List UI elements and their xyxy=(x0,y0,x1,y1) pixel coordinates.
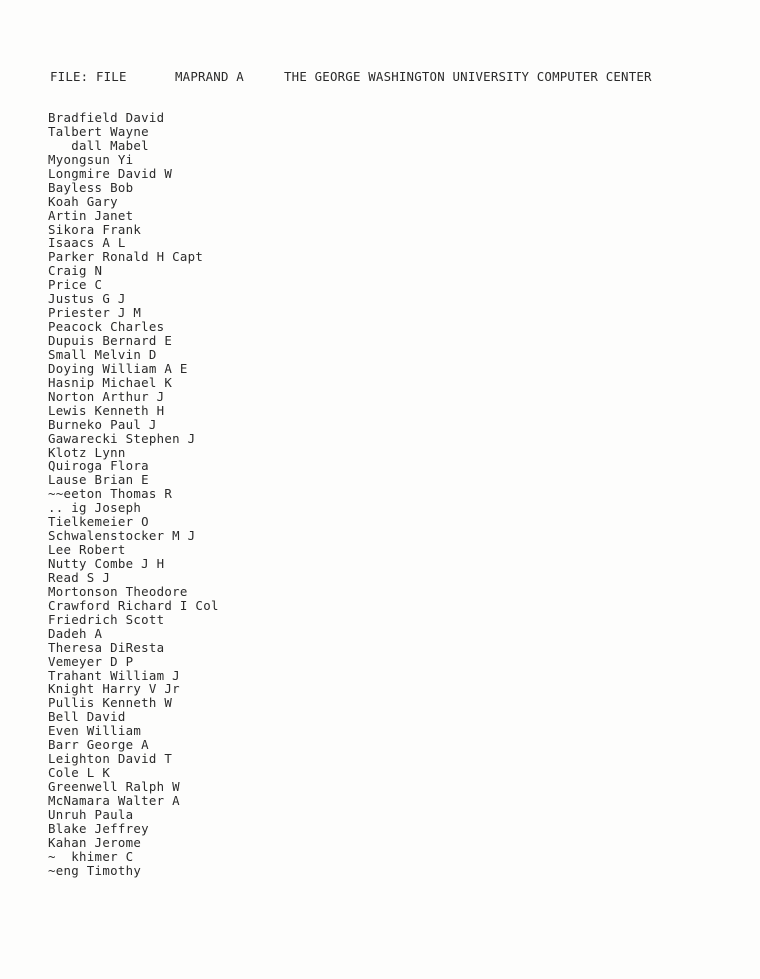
name-entry: Nutty Combe J H xyxy=(48,556,165,571)
computer-center-title: THE GEORGE WASHINGTON UNIVERSITY COMPUTER CENTER xyxy=(284,69,652,84)
name-entry: Lee Robert xyxy=(48,542,126,558)
name-entry: Cole L K xyxy=(48,765,111,781)
file-label: FILE: FILE xyxy=(50,69,127,84)
name-entry: Vemeyer D P xyxy=(48,653,134,669)
name-entry: Theresa DiResta xyxy=(48,639,165,655)
name-entry: Peacock Charles xyxy=(48,319,165,335)
name-entry: Norton Arthur J xyxy=(48,388,165,404)
name-entry: Read S J xyxy=(48,569,111,585)
name-entry: Lause Brian E xyxy=(48,472,149,488)
name-entry: Pullis Kenneth W xyxy=(48,695,173,711)
name-entry: Bell David xyxy=(48,709,126,725)
name-entry: Burneko Paul J xyxy=(48,416,157,432)
name-entry: Leighton David T xyxy=(48,751,173,767)
name-entry: Quiroga Flora xyxy=(48,458,149,474)
name-entry: Isaacs A L xyxy=(48,235,126,251)
name-entry: Kahan Jerome xyxy=(48,834,142,850)
name-entry: Doying William A E xyxy=(48,360,188,376)
name-entry: Priester J M xyxy=(48,305,142,321)
name-entry: Price C xyxy=(48,277,103,293)
name-entry: Dupuis Bernard E xyxy=(48,333,173,348)
name-entry: Craig N xyxy=(48,263,103,279)
name-entry: Crawford Richard I Col xyxy=(48,597,219,613)
name-entry: Unruh Paula xyxy=(48,806,134,822)
name-entry: Small Melvin D xyxy=(48,346,157,362)
name-entry: Bradfield David xyxy=(48,110,165,125)
name-entry: ~ khimer C xyxy=(48,848,134,864)
name-entry: Parker Ronald H Capt xyxy=(48,249,204,265)
name-entry: Talbert Wayne xyxy=(48,123,149,139)
name-entry: Artin Janet xyxy=(48,207,134,223)
name-entry: Friedrich Scott xyxy=(48,611,165,627)
name-list xyxy=(48,111,219,878)
name-entry: Tielkemeier O xyxy=(48,514,149,530)
name-entry: Knight Harry V Jr xyxy=(48,681,180,697)
name-entry: .. ig Joseph xyxy=(48,500,142,516)
name-entry: Sikora Frank xyxy=(48,221,142,237)
printout-header xyxy=(50,69,740,85)
file-mode: MAPRAND A xyxy=(175,69,244,84)
name-entry: McNamara Walter A xyxy=(48,792,180,808)
name-entry: ~~eeton Thomas R xyxy=(48,486,173,502)
name-entry: Dadeh A xyxy=(48,625,103,641)
name-entry: Koah Gary xyxy=(48,193,118,209)
name-entry: dall Mabel xyxy=(48,137,149,153)
name-entry: Even William xyxy=(48,723,142,739)
name-entry: Justus G J xyxy=(48,291,126,307)
name-entry: Blake Jeffrey xyxy=(48,820,149,836)
name-entry: Greenwell Ralph W xyxy=(48,779,180,794)
name-entry: ~eng Timothy xyxy=(48,862,142,878)
name-entry: Lewis Kenneth H xyxy=(48,402,165,418)
name-entry: Barr George A xyxy=(48,737,149,753)
name-entry: Trahant William J xyxy=(48,667,180,683)
name-entry: Mortonson Theodore xyxy=(48,583,188,599)
name-entry: Bayless Bob xyxy=(48,179,134,195)
name-entry: Hasnip Michael K xyxy=(48,374,173,390)
name-entry: Klotz Lynn xyxy=(48,444,126,460)
name-entry: Longmire David W xyxy=(48,165,173,181)
name-entry: Schwalenstocker M J xyxy=(48,528,196,544)
name-entry: Gawarecki Stephen J xyxy=(48,430,196,446)
name-entry: Myongsun Yi xyxy=(48,151,134,167)
